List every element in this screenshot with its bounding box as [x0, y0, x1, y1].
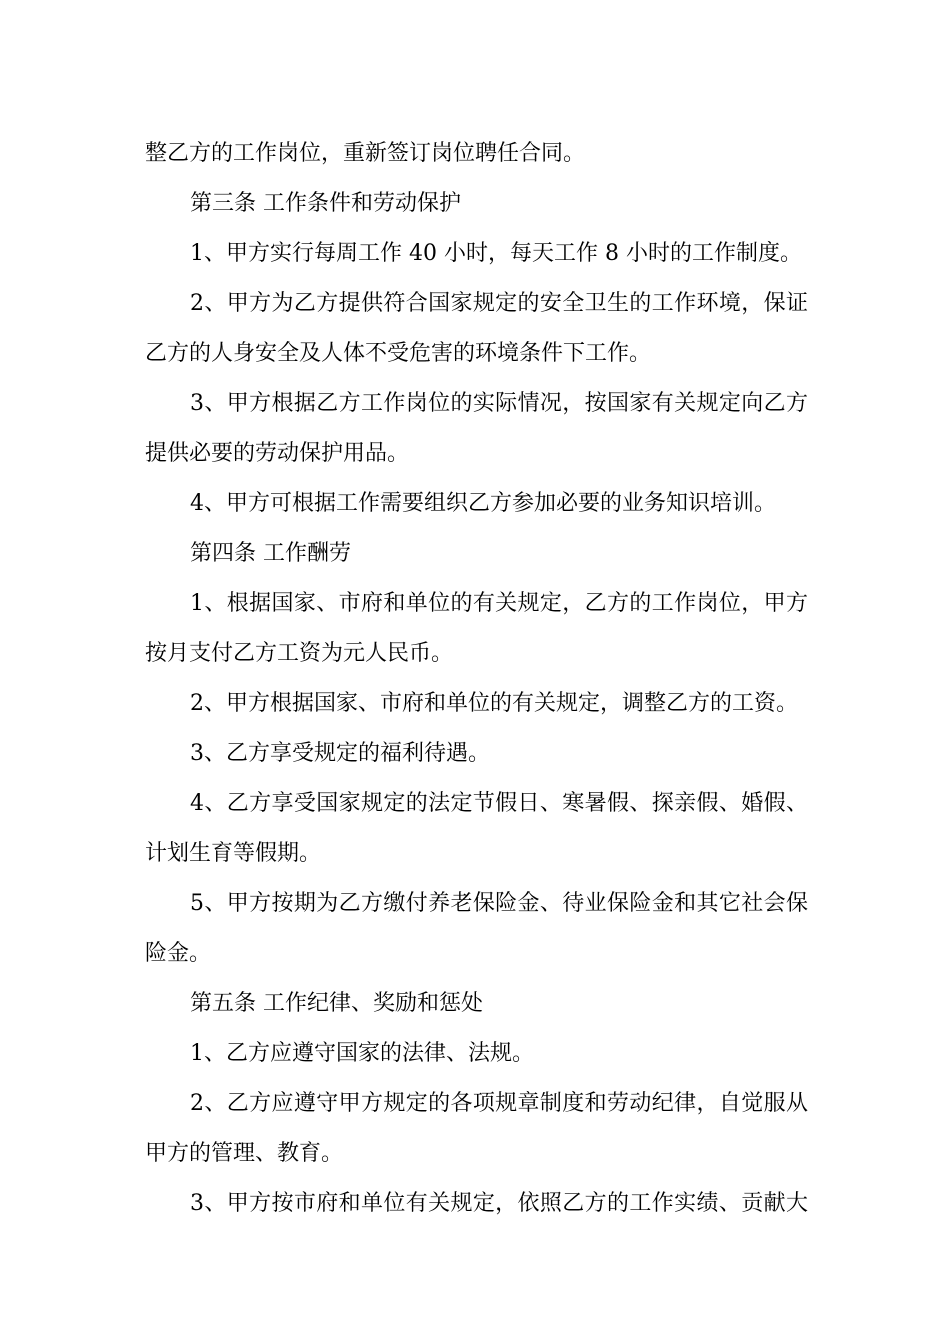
text-line: 计划生育等假期。 — [145, 841, 322, 866]
text-line: 整乙方的工作岗位，重新签订岗位聘任合同。 — [145, 141, 586, 166]
text-line: 1、乙方应遵守国家的法律、法规。 — [190, 1041, 534, 1066]
text-line: 4、乙方享受国家规定的法定节假日、寒暑假、探亲假、婚假、 — [190, 791, 808, 816]
text-line: 3、乙方享受规定的福利待遇。 — [190, 741, 490, 766]
text-line: 3、甲方根据乙方工作岗位的实际情况，按国家有关规定向乙方 — [190, 391, 808, 416]
text-line: 1、甲方实行每周工作 40 小时，每天工作 8 小时的工作制度。 — [190, 241, 802, 266]
text-line: 2、甲方根据国家、市府和单位的有关规定，调整乙方的工资。 — [190, 691, 798, 716]
text-line: 甲方的管理、教育。 — [145, 1141, 344, 1166]
text-line: 4、甲方可根据工作需要组织乙方参加必要的业务知识培训。 — [190, 491, 776, 516]
text-line: 5、甲方按期为乙方缴付养老保险金、待业保险金和其它社会保 — [190, 891, 808, 916]
section-heading-4: 第四条 工作酬劳 — [190, 541, 351, 566]
text-line: 提供必要的劳动保护用品。 — [145, 441, 410, 466]
text-line: 乙方的人身安全及人体不受危害的环境条件下工作。 — [145, 341, 652, 366]
text-line: 1、根据国家、市府和单位的有关规定，乙方的工作岗位，甲方 — [190, 591, 808, 616]
section-heading-5: 第五条 工作纪律、奖励和惩处 — [190, 991, 483, 1016]
text-line: 按月支付乙方工资为元人民币。 — [145, 641, 454, 666]
text-line: 3、甲方按市府和单位有关规定，依照乙方的工作实绩、贡献大 — [190, 1191, 808, 1216]
text-line: 2、甲方为乙方提供符合国家规定的安全卫生的工作环境，保证 — [190, 291, 808, 316]
section-heading-3: 第三条 工作条件和劳动保护 — [190, 191, 461, 216]
text-line: 险金。 — [145, 941, 212, 966]
text-line: 2、乙方应遵守甲方规定的各项规章制度和劳动纪律，自觉服从 — [190, 1091, 808, 1116]
